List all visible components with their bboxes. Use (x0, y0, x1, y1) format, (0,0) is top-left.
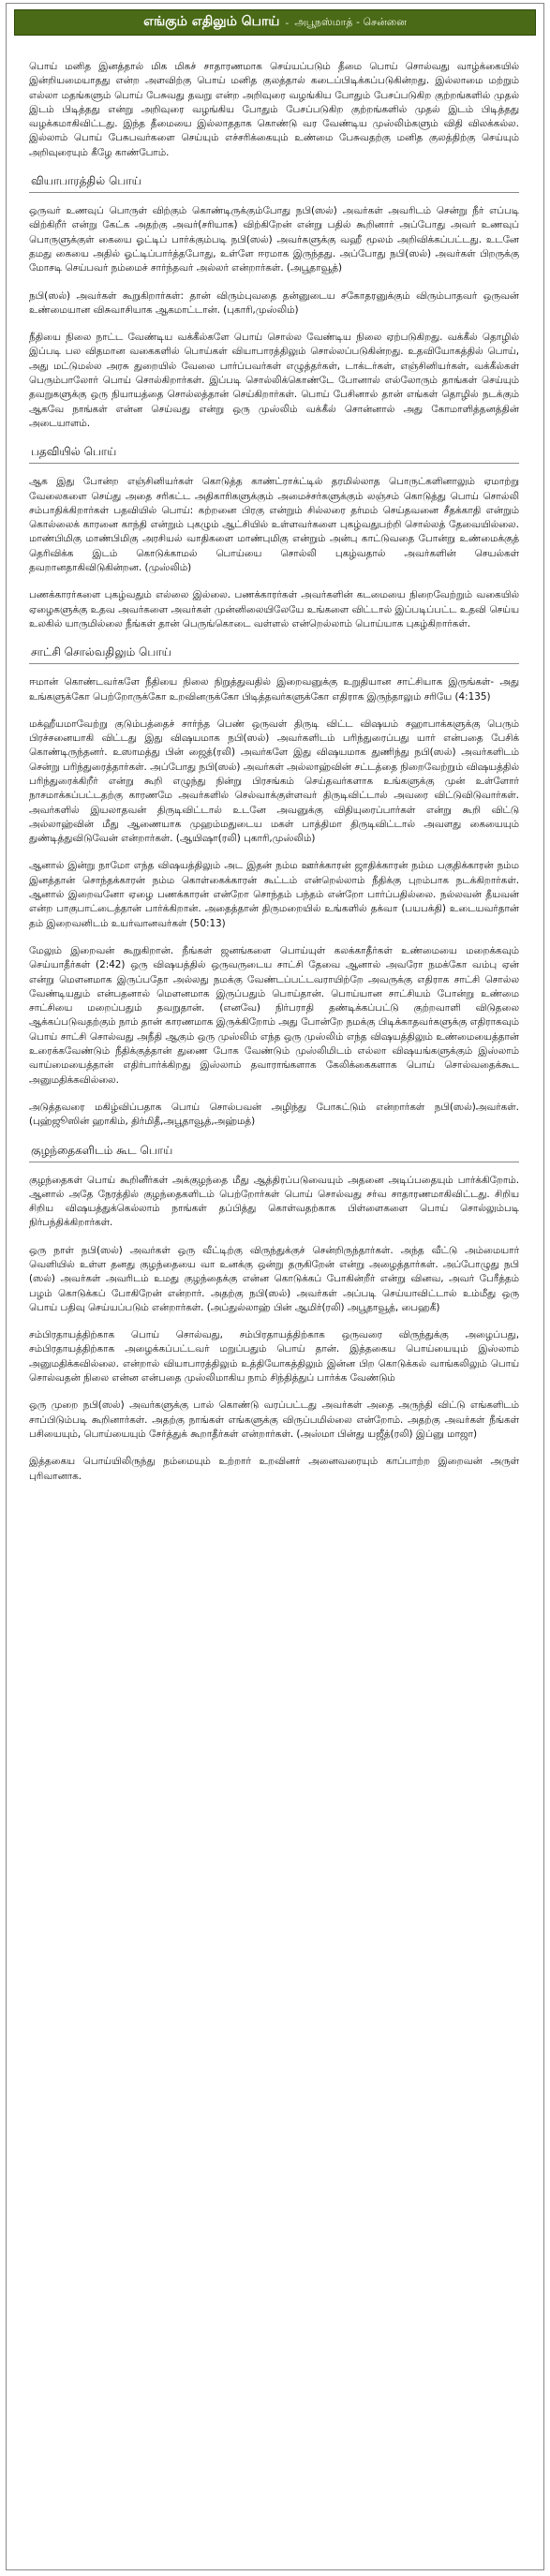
title-separator: - (285, 16, 290, 29)
intro-paragraph: பொய் மனித இனத்தால் மிக மிகச் சாதாரணமாக செய்யப்படும் தீமை பொய் சொல்வது வாழ்க்கையில் இன்றியமையாதது என்ற அளவிற்கு பொய் மனித குலத்தால் கடைப்பிடிக்கப்படுகின்றது. இல்லாமை மற்றும் எல்லா மதங்களும் பொய் பேசுவது தவறு என்ற அறிவுரை வழங்கிய போதும் பேசப்படுகிற குற்றங்களில் முதல் இடம் பிடித்தது என்று அறிவுரை வழங்கிய போதும் பேசப்படுகிற குற்றங்களில் முதல் இடம் பிடித்தது வழக்கமாகிவிட்டது. இந்த தீமையை இல்லாததாக கொண்டு வர வேண்டிய முஸ்லிம்களும் விதி விலக்கல்ல. இல்லாம் பொய் பேசுபவர்களை செய்யும் எச்சரிக்கையும் உண்மை பேசுவதற்கு மனித குலத்திற்கு செய்யும் அறிவுரையும் கீழே காண்போம். (29, 61, 519, 158)
section-heading-position: பதவியில் பொய் (29, 444, 519, 464)
paragraph: ஒருவர் உணவுப் பொருள் விற்கும் கொண்டிருக்கும்போது நபி(ஸல்) அவர்கள் அவரிடம் சென்று நீர் எப்படி விற்கிறீர் என்று கேட்க அதற்கு அவர்(சரியாக) விற்கிறேன் என்று பதில் கூறினார் அப்போது அவர் உணவுப் பொருளுக்குள் கையை ஓட்டிப் பார்க்கும்படி நபி(ஸல்) அவர்களுக்கு வஹீ மூலம் அறிவிக்கப்பட்டது. உடனே தமது கையை அதில் ஓட்டிப்பார்த்தபோது, உள்ளே ஈரமாக இருந்தது. அப்போது நபி(ஸல்) அவர்கள் பிறருக்கு மோசடி செய்பவர் நம்மைச் சார்ந்தவர் அல்லர் என்றார்கள். (அபூதாவூத்) (29, 205, 519, 274)
paragraph: அடுத்தவரை மகிழ்விப்பதாக பொய் சொல்பவன் அழிந்து போகட்டும் என்றார்கள் நபி(ஸல்)அவர்கள். (புஹ்ஜூஸின் ஹாகிம், திர்மிதீ,அபூதாவூத்,அஹ்மத்) (29, 1101, 519, 1128)
paragraph: நபி(ஸல்) அவர்கள் கூறுகிறார்கள்: தான் விரும்புவதை தன்னுடைய சகோதரனுக்கும் விரும்பாதவர் ஒருவன் உண்மையான விசுவாசியாக ஆகமாட்டான். (புகாரி,முஸ்லிம்) (29, 289, 519, 316)
paragraph: குழந்தைகள் பொய் கூறினீர்கள் அக்குழந்தை மீது ஆத்திரப்படுவையும் அதனை அடிப்பதையும் பார்க்கிறோம். ஆனால் அதே நேரத்தில் குழந்தைகளிடம் பெற்றோர்கள் பொய் சொல்வது சர்வ சாதாரணமாகிவிட்டது. சிறிய சிறிய விஷயத்துக்கெல்லாம் நாங்கள் தப்பித்து கொள்வதற்காக பிள்ளைகளை பொய் சொல்லும்படி நிர்பந்திக்கிறார்கள். (29, 1174, 519, 1229)
section-heading-witness: சாட்சி சொல்வதிலும் பொய் (29, 644, 519, 664)
section-heading-children: குழந்தைகளிடம் கூட பொய் (29, 1143, 519, 1162)
paragraph: பணக்காரர்களை புகழ்வதும் எல்லை இல்லை. பணக்காரர்கள் அவர்களின் கடமையை நிறைவேற்றும் வகையில் ஏழைகளுக்கு உதவ அவர்களை அவர்கள் முன்னிலையிலேயே உங்களை விட்டால் இப்படிப்பட்ட உதவி செய்ய உலகில் யாருமில்லை நீங்கள் தான் பெருங்கொடை வள்ளல் என்றெல்லாம் பொய்யாக புகழ்கிறார்கள். (29, 589, 519, 629)
paragraph: மக்ஹீயமாவேற்று குடும்பத்தைச் சார்ந்த பெண் ஒருவள் திருடி விட்ட விஷயம் சஹாபாக்களுக்கு பெரும் பிரச்சனையாகி விட்டது இது விஷயமாக நபி(ஸல்) அவர்களிடம் பரிந்துரைப்பது யார் என்பதை பேசிக் கொண்டிருந்தனர். உஸாமத்து பின் ஜைத்(ரலி) அவர்களே இது விஷயமாக துணிந்து நபி(ஸல்) அவர்களிடம் சென்று பரிந்துரைத்தார்கள். அப்போது நபி(ஸல்) அவர்கள் அல்லாஹ்வின் சட்டத்தை நிறைவேற்றும் விஷயத்தில் பரிந்துரைக்கிறீர் என்று கூறி எழுந்து நின்று பிரசங்கம் செய்தவர்களாக உங்களுக்கு முன் உள்ளோர் நாசமாக்கப்பட்டதற்கு காரணமே அவர்களில் செல்வாக்குள்ளவர் திருடிவிட்டால் அவரை விட்டுவிடுவார்கள். அவர்களில் இயலாதவன் திருடிவிட்டால் உடனே அவனுக்கு விதியுரைப்பார்கள் என்று கூறி விட்டு அல்லாஹ்வின் மீது ஆணையாக முஹம்மதுடைய மகள் பாத்திமா திருடிவிட்டால் அவளது கையையும் துண்டித்துவிடுவேன் என்றார்கள். (ஆயிஷா(ரலி) புகாரி,முஸ்லிம்) (29, 718, 519, 845)
article-author: அபூநஸ்மாத் - சென்னை (294, 15, 407, 28)
paragraph: மேலும் இறைவன் கூறுகிறான். நீங்கள் ஜனங்களை பொய்யுள் கலக்காதீர்கள் உண்மையை மறைக்கவும் செய்யாதீர்கள் (2:42) ஒரு விஷயத்தில் ஒருவருடைய சாட்சி தேவை ஆனால் அவரோ நமக்கோ வம்பு ஏன் என்று மௌனமாக இருப்பதோ அல்லது நமக்கு வேண்டப்பட்டவராயிற்றே அவருக்கு எதிராக சாட்சி சொல்ல வேண்டியதும் என்பதனால் மௌனமாக இருப்பதும் பொய்தான். பொய்யான சாட்சியம் போன்று உண்மை சாட்சியை மறைப்பதும் தவறுதான். (எனவே) நிர்பராதி தண்டிக்கப்பட்டு குற்றவாளி விடுதலை ஆக்கப்படுவதற்கும் நாம் தான் காரணமாக இருக்கிறோம் அது போன்றே நமக்கு பிடிக்காதவர்களுக்கு எதிராகவும் பொய் சாட்சி சொல்வது அநீதி ஆகும் ஒரு முஸ்லிம் எந்த ஒரு முஸ்லிம் எந்த விஷயத்திலும் உண்மையைத்தான் உரைக்கவேண்டும் நீதிக்குத்தான் துணை போக வேண்டும் முஸ்லிமிடம் எல்லா விஷயங்களுக்கும் இஸ்லாம் வாய்மையைத்தான் எதிர்பார்க்கிறது இஸ்லாம் தவாராங்களாக கேலிக்கைகளாக பொய் சொல்வதைக்கூட அனுமதிக்கவில்லை. (29, 944, 519, 1086)
paragraph: நீதியை நிலை நாட்ட வேண்டிய வக்கீல்களே பொய் சொல்ல வேண்டிய நிலை ஏற்படுகிறது. வக்கீல் தொழில் இப்படி பல விதமான வகைகளில் பொய்கள் வியாபாரத்திலும் சொல்லப்படுகின்றது. உதவியோகத்தில் பொய், அது மட்டுமல்ல அரசு துறையில் வேலை பார்ப்பவர்கள் எழுத்தர்கள், டாக்டர்கள், எஞ்சினியர்கள், வக்கீல்கள் பெரும்பாலோர் பொய் சொல்கிறார்கள். இப்படி சொல்லிக்கொண்டே போனால் எல்லோரும் தாங்கள் செய்யும் தவறுகளுக்கு ஒரு நியாயத்தை சொல்லத்தான் செய்கிறார்கள். பொய் பேசினால் தான் எங்கள் தொழில் நடக்கும் ஆகவே நாங்கள் என்ன செய்வது என்று ஒரு முஸ்லிம் வக்கீல் சொன்னால் அது கோமாளித்தனத்தின் அடையாளம். (29, 332, 519, 429)
article-title-bar (14, 9, 536, 36)
article-title: எங்கும் எதிலும் பொய் (143, 14, 280, 29)
paragraph: ஈமான் கொண்டவர்களே நீதியை நிலை நிறுத்துவதில் இறைவனுக்கு உறுதியான சாட்சியாக இருங்கள்- அது உங்களுக்கோ பெற்றோருக்கோ உறவினருக்கோ பிடித்தவர்களுக்கோ எதிராக இருந்தாலும் சரியே (4:135) (29, 676, 519, 703)
paragraph: ஒரு நாள் நபி(ஸல்) அவர்கள் ஒரு வீட்டிற்கு விருந்துக்குச் சென்றிருந்தார்கள். அந்த வீட்டு அம்மையார் வெளியில் உள்ள தனது குழந்தையை வா உனக்கு ஒன்று தருகிறேன் என்று அழைத்தார்கள். அப்போழுது நபி (ஸல்) அவர்கள் அவரிடம் உமது குழந்தைக்கு என்ன கொடுக்கப் போகின்றீர் என்று வினவ, அவர் பேரீத்தம் பழம் கொடுக்கப் போகிறேன் என்றார். அதற்கு நபி(ஸல்) அவர்கள் அப்படி செய்யாவிட்டால் உம்மீது ஒரு பொய் பதிவு செய்யப்படும் என்றார்கள். (அப்துல்லாஹ் பின் ஆமிர்(ரலி) அபூதாவூத், பைஹகீ) (29, 1244, 519, 1313)
paragraph: ஒரு முறை நபி(ஸல்) அவர்களுக்கு பால் கொண்டு வரப்பட்டது அவர்கள் அதை அருந்தி விட்டு எங்களிடம் சாப்பிடும்படி கூறினார்கள். அதற்கு நாங்கள் எங்களுக்கு விருப்பமில்லை என்றோம். அதற்கு அவர்கள் நீங்கள் பசியையும், பொய்யையும் சேர்த்துக் கூறாதீர்கள் என்றார்கள். (அஸ்மா பின்து யஜீத்(ரலி) இப்னு மாஜா) (29, 1399, 519, 1440)
paragraph: ஆக இது போன்ற எஞ்சினியர்கள் கொடுத்த காண்ட்ராக்ட்டில் தரமில்லாத பொருட்களினாலும் ஏமாற்று வேலைகளை செய்து அதை சரிகட்ட அதிகாரிகளுக்கும் அமைச்சர்களுக்கும் லஞ்சம் கொடுத்து பொய் சொல்லி சம்பாதிக்கிறார்கள் பதவியில் பொய்: கற்றனை பிரகு என்றும் சில்லரை தர்மம் செய்தவனை சீதக்காதி என்றும் கொல்லைக் காரனை காந்தி என்றும் புகழும் ஆட்சியில் உள்ளவர்களை புகழ்வதுபற்றி சொல்லத் தேவையில்லை. மாண்பிமிகு மாண்பிமிகு அரசியல் வாதிகளை மாண்புமிகு என்றும் அன்பு காட்டுவதை போன்று உண்மைக்குத் தெரிவிக்க இடம் கொடுக்காமல் பொய்யை சொல்லி புகழ்வதால் அவர்களின் செயல்கள் தவறானதாகிவிடுகின்றன. (முஸ்லிம்) (29, 476, 519, 574)
paragraph: சம்பிரதாயத்திற்காக பொய் சொல்வது, சம்பிரதாயத்திற்காக ஒருவரை விருந்துக்கு அழைப்பது, சம்பிரதாயத்திற்காக அழைக்கப்பட்டவர் மறுப்பதும் பொய் தான். இத்தகைய பொய்யையும் இஸ்லாம் அனுமதிக்கவில்லை. என்றால் வியாபாரத்திலும் உத்தியோகத்திலும் இன்ன பிற கொடுக்கல் வாங்கலிலும் பொய் சொல்வதன் நிலை என்ன என்பதை முஸ்லிமாகிய நாம் சிந்தித்துப் பார்க்க வேண்டும் (29, 1329, 519, 1384)
article-body (7, 36, 543, 1484)
section-heading-trade: வியாபாரத்தில் பொய் (29, 173, 519, 193)
paragraph: ஆனால் இன்று நாமோ எந்த விஷயத்திலும் அட இதன் நம்ம ஊர்க்காரன் ஜாதிக்காரன் நம்ம பகுதிக்காரன் நம்ம இனத்தான் சொந்தக்காரன் நம்ம கொள்கைக்காரன் கூட்டம் என்றெல்லாம் நீதிக்கு புறம்பாக நடக்கிறார்கள். ஆனால் இறைவனோ ஏழை பணக்காரன் என்றோ சொந்தம் பந்தம் என்றோ பார்ப்பதில்லை. நல்லவன் தீயவன் என்ற பாகுபாட்டைத்தான் பார்க்கிறான். அதைத்தான் திருமறையில் உங்களில் தக்வா (பயபக்தி) உடையவர்தான் தம் இறைவனிடம் உயர்வானவர்கள் (50:13) (29, 860, 519, 929)
article-page (6, 3, 544, 2570)
closing-paragraph: இத்தகைய பொய்யிலிருந்து நம்மையும் உற்றார் உறவினர் அனைவரையும் காப்பாற்ற இறைவன் அருள் புரிவானாக. (29, 1456, 519, 1482)
